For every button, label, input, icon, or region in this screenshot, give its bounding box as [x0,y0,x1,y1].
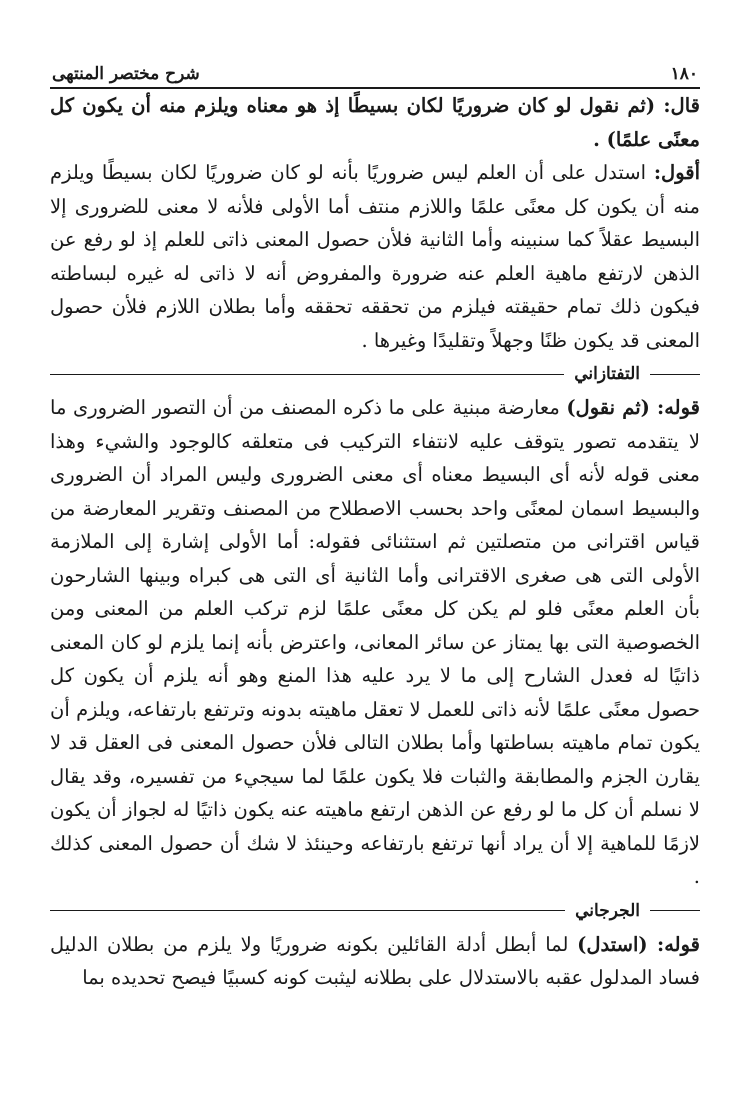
divider-rule [50,910,565,911]
jurjani-heading: الجرجاني [575,900,640,921]
taftazani-text: معارضة مبنية على ما ذكره المصنف من أن التصور الضرورى ما لا يتقدمه تصور يتوقف عليه لانتفاء التركيب فى متعلقه كالوجود والشيء وهذا معنى قوله لأنه أى البسيط معناه أى معنى الضرورى وليس المراد أن الضرورى والبسيط اسمان لمعنًى واحد بحسب الاصطلاح من المصنف وتقرير المعارضة من قياس اقترانى من متصلتين ثم استثنائى فقوله: أما الأولى إشارة إلى الملازمة الأولى التى هى صغرى الاقترانى وأما الثانية أى التى هى كبراه وبينها الشارحون بأن العلم معنًى فلو لم يكن كل معنًى علمًا لزم تركب العلم من المعنى ومن الخصوصية التى بها يمتاز عن سائر المعانى، واعترض بأنه إنما يلزم لو كان المعنى ذاتيًا له فعدل الشارح إلى ما لا يرد عليه هذا المنع وهو أنه يلزم أن يكون كل حصول معنًى علمًا لأنه ذاتى للعمل لا تعقل ماهيته بدونه وترتفع بارتفاعه، ويلزم أن يكون تمام ماهيته بساطتها وأما بطلان التالى فلأن حصول المعنى فى العقل قد لا يقارن الجزم والمطابقة والثبات فلا يكون علمًا لما سيجيء من تفسيره، وقد يقال لا نسلم أن كل ما لو رفع عن الذهن ارتفع ماهيته عنه يكون ذاتيًا له لجواز أن يكون لازمًا للماهية إلا أن يراد أنها ترتفع بارتفاعه وحينئذ لا شك أن حصول المعنى كذلك . [50,396,700,888]
matn-text: (ثم نقول لو كان ضروريًا لكان بسيطًا إذ هو معناه ويلزم منه أن يكون كل معنًى علمًا) . [50,94,700,151]
taftazani-divider [50,357,700,391]
running-title: شرح مختصر المنتهى [52,64,200,84]
taftazani-section [50,391,700,894]
divider-rule [50,374,564,375]
taftazani-heading: التفتازاني [574,364,640,384]
taftazani-paragraph [50,391,700,894]
jurjani-section [50,928,700,995]
divider-rule [650,910,700,911]
jurjani-divider [50,894,700,928]
commentary-lead: أقول: [653,161,701,184]
jurjani-text: لما أبطل أدلة القائلين بكونه ضروريًا ولا يلزم من بطلان الدليل فساد المدلول عقبه بالاستدلال على بطلانه ليثبت كونه كسبيًا فيصح تحديده بما [50,932,700,989]
matn-section [50,89,700,156]
page-header [50,58,700,89]
page-number: ١٨٠ [670,64,698,84]
matn-lead: قال: [663,94,700,117]
jurjani-lead: قوله: (استدل) [577,932,700,956]
commentary-text: استدل على أن العلم ليس ضروريًا بأنه لو كان ضروريًا لكان بسيطًا ويلزم منه أن يكون كل معنًى علمًا واللازم منتف أما الأولى فلأنه لا معنى للضرورى إلا البسيط عقلاً كما سنبينه وأما الثانية فلأن حصول المعنى ذاتى للعلم إذ لو رفع عن الذهن لارتفع ماهية العلم عنه ضرورة والمفروض أنه لا ذاتى له غيره لبساطته فيكون ذلك تمام حقيقته فيلزم من تحققه تحققه وأما بطلان اللازم فلأن حصول المعنى قد يكون ظنًا وجهلاً وتقليدًا وغيرها . [50,161,700,352]
commentary-paragraph [50,156,700,357]
matn-paragraph [50,89,700,156]
jurjani-paragraph [50,928,700,995]
page [50,58,700,995]
divider-rule [650,374,700,375]
commentary-section [50,156,700,357]
taftazani-lead: قوله: (ثم نقول) [566,396,700,419]
